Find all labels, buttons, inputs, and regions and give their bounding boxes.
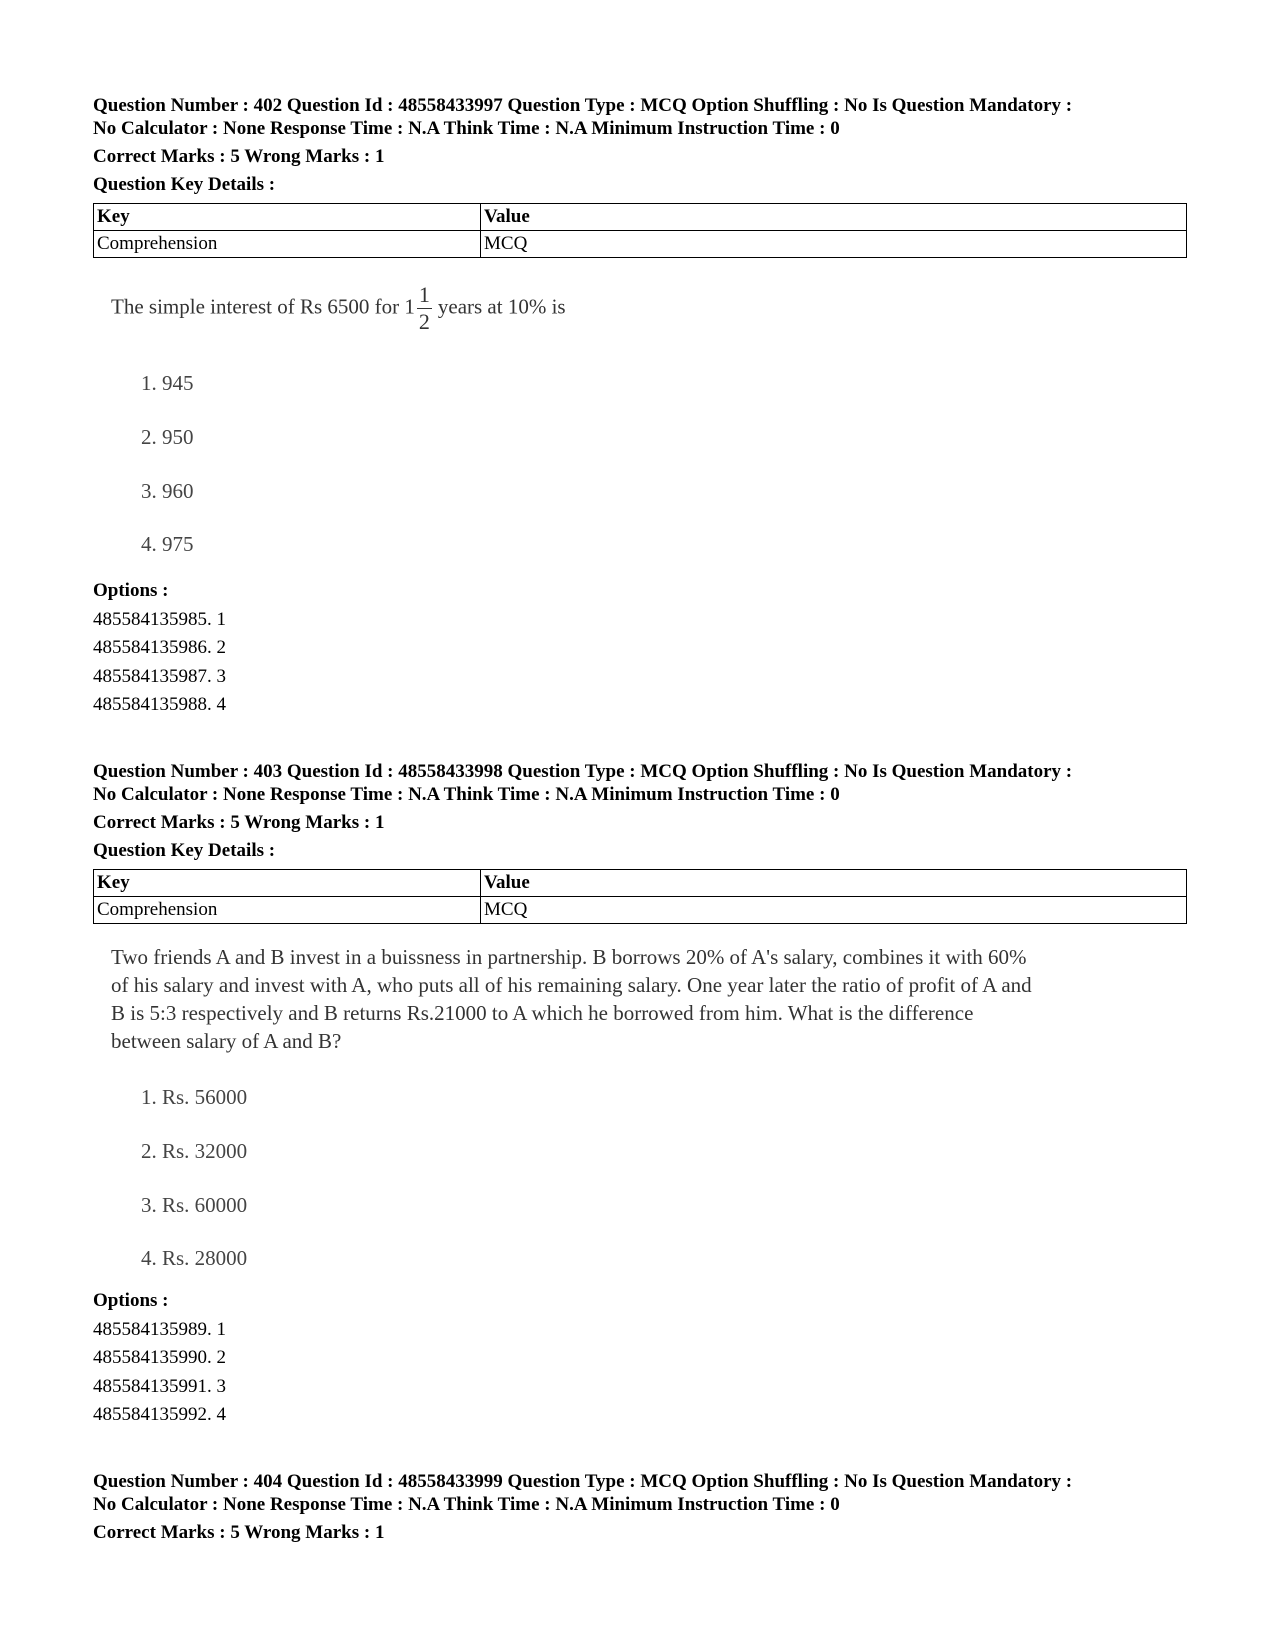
table-value-header: Value [481,204,1187,231]
question-text-line: between salary of A and B? [111,1029,342,1053]
marks-line: Correct Marks : 5 Wrong Marks : 1 [93,1522,385,1543]
question-text-line: of his salary and invest with A, who puts all of his remaining salary. One year later the ratio of profit of A and [111,973,1032,997]
table-value-cell: MCQ [481,231,1187,258]
fraction-numerator: 1 [418,282,430,307]
option-item: 485584135988. 4 [93,694,226,715]
choice-item: 2. Rs. 32000 [141,1139,248,1163]
key-details-table [93,203,1187,258]
choice-item: 4. 975 [141,532,194,556]
table-key-cell: Comprehension [94,231,481,258]
choice-item: 2. 950 [141,425,194,449]
question-meta-line2: No Calculator : None Response Time : N.A Think Time : N.A Minimum Instruction Time : 0 [93,118,840,139]
question-meta-line1: Question Number : 404 Question Id : 48558433999 Question Type : MCQ Option Shuffling : No Is Question Mandatory : [93,1471,1073,1492]
choice-item: 3. Rs. 60000 [141,1193,248,1217]
option-item: 485584135990. 2 [93,1347,226,1368]
choice-item: 4. Rs. 28000 [141,1246,248,1270]
table-key-cell: Comprehension [94,897,481,924]
option-item: 485584135991. 3 [93,1376,226,1397]
option-item: 485584135987. 3 [93,666,226,687]
option-item: 485584135986. 2 [93,637,226,658]
question-meta-line1: Question Number : 402 Question Id : 48558433997 Question Type : MCQ Option Shuffling : No Is Question Mandatory : [93,95,1073,116]
options-label: Options : [93,1290,169,1311]
marks-line: Correct Marks : 5 Wrong Marks : 1 [93,812,385,833]
question-text [111,943,1032,1055]
fraction-denominator: 2 [418,309,430,334]
option-item: 485584135989. 1 [93,1319,226,1340]
key-details-table [93,869,1187,924]
question-text-line: B is 5:3 respectively and B returns Rs.21000 to A which he borrowed from him. What is the difference [111,1001,974,1025]
table-key-header: Key [94,870,481,897]
table-value-header: Value [481,870,1187,897]
question-meta-line1: Question Number : 403 Question Id : 48558433998 Question Type : MCQ Option Shuffling : No Is Question Mandatory : [93,761,1073,782]
question-meta-line2: No Calculator : None Response Time : N.A Think Time : N.A Minimum Instruction Time : 0 [93,784,840,805]
key-details-label: Question Key Details : [93,840,276,861]
question-text-after: years at 10% is [437,294,566,319]
option-item: 485584135992. 4 [93,1404,226,1425]
choice-item: 1. 945 [141,371,194,395]
choice-item: 3. 960 [141,479,194,503]
table-value-cell: MCQ [481,897,1187,924]
table-key-header: Key [94,204,481,231]
option-item: 485584135985. 1 [93,609,226,630]
choice-item: 1. Rs. 56000 [141,1085,248,1109]
question-text [111,282,566,335]
question-meta-line2: No Calculator : None Response Time : N.A Think Time : N.A Minimum Instruction Time : 0 [93,1494,840,1515]
fraction [417,282,432,335]
question-text-line: Two friends A and B invest in a buissness in partnership. B borrows 20% of A's salary, combines it with 60% [111,945,1027,969]
key-details-label: Question Key Details : [93,174,276,195]
marks-line: Correct Marks : 5 Wrong Marks : 1 [93,146,385,167]
options-label: Options : [93,580,169,601]
question-text-before: The simple interest of Rs 6500 for 1 [111,294,415,319]
